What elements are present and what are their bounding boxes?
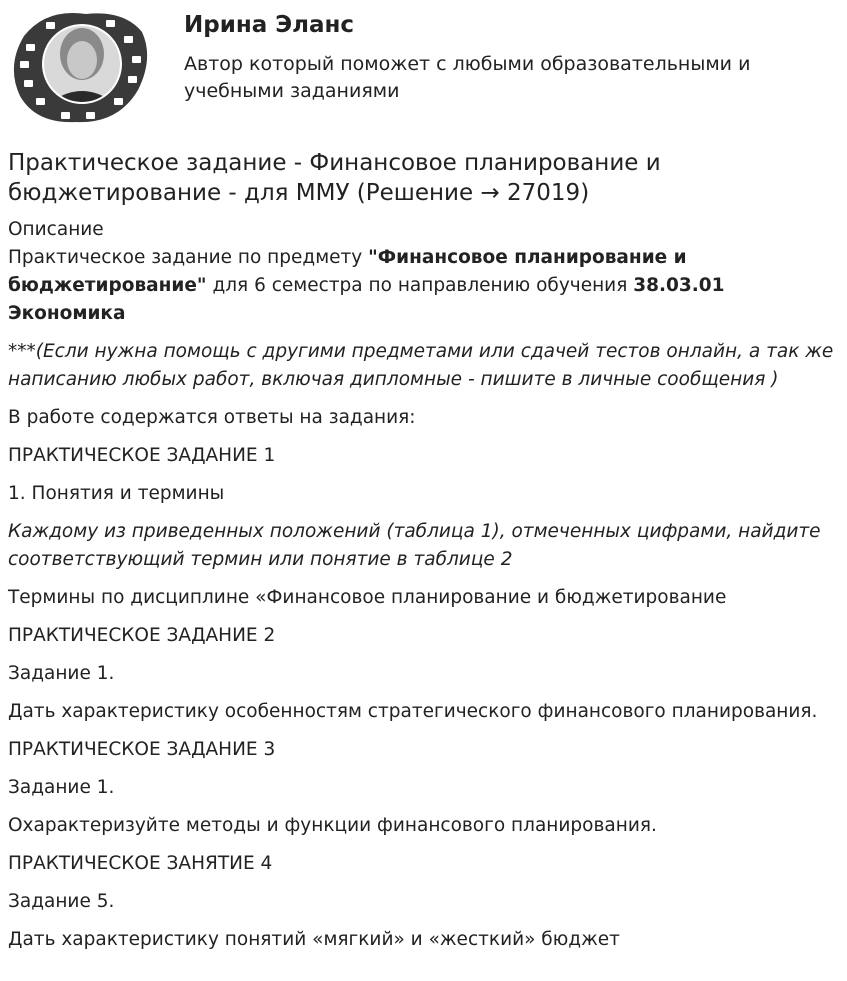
intro-prefix: Практическое задание по предмету (8, 247, 369, 268)
task-3-item: Задание 1. (8, 777, 115, 798)
contains-text: В работе содержатся ответы на задания: (8, 407, 416, 428)
help-note: ***(Если нужна помощь с другими предметами или сдачей тестов онлайн, а так же написанию любых работ, включая дипломные - пишите в личные сообщения ) (8, 341, 834, 390)
task-2-item: Задание 1. (8, 663, 115, 684)
author-name[interactable]: Ирина Эланс (184, 12, 355, 38)
intro-middle: для 6 семестра по направлению обучения (206, 275, 634, 296)
author-card (0, 0, 847, 135)
task-1-terms: Термины по дисциплине «Финансовое планирование и бюджетирование (8, 587, 727, 608)
page-title: Практическое задание - Финансовое планирование и бюджетирование - для ММУ (Решение → 27019) (8, 150, 661, 206)
intro-paragraph (8, 244, 843, 328)
author-avatar[interactable] (6, 6, 152, 128)
task-2-heading: ПРАКТИЧЕСКОЕ ЗАДАНИЕ 2 (8, 625, 276, 646)
task-1-item: 1. Понятия и термины (8, 483, 225, 504)
description-label: Описание (8, 219, 104, 240)
task-1-instruction: Каждому из приведенных положений (таблица 1), отмеченных цифрами, найдите соответствующий термин или понятие в таблице 2 (8, 521, 821, 570)
work-description (8, 148, 843, 954)
task-2-text: Дать характеристику особенностям стратегического финансового планирования. (8, 701, 818, 722)
task-3-text: Охарактеризуйте методы и функции финансового планирования. (8, 815, 657, 836)
task-4-heading: ПРАКТИЧЕСКОЕ ЗАНЯТИЕ 4 (8, 853, 273, 874)
direction-code: 38.03.01 Экономика (8, 275, 725, 324)
task-1-heading: ПРАКТИЧЕСКОЕ ЗАДАНИЕ 1 (8, 445, 276, 466)
task-4-item: Задание 5. (8, 891, 115, 912)
author-description: Автор который поможет с любыми образовательными и учебными заданиями (184, 53, 751, 102)
task-4-text: Дать характеристику понятий «мягкий» и «жесткий» бюджет (8, 929, 620, 950)
subject-name: "Финансовое планирование и бюджетирование" (8, 247, 687, 296)
task-3-heading: ПРАКТИЧЕСКОЕ ЗАДАНИЕ 3 (8, 739, 276, 760)
